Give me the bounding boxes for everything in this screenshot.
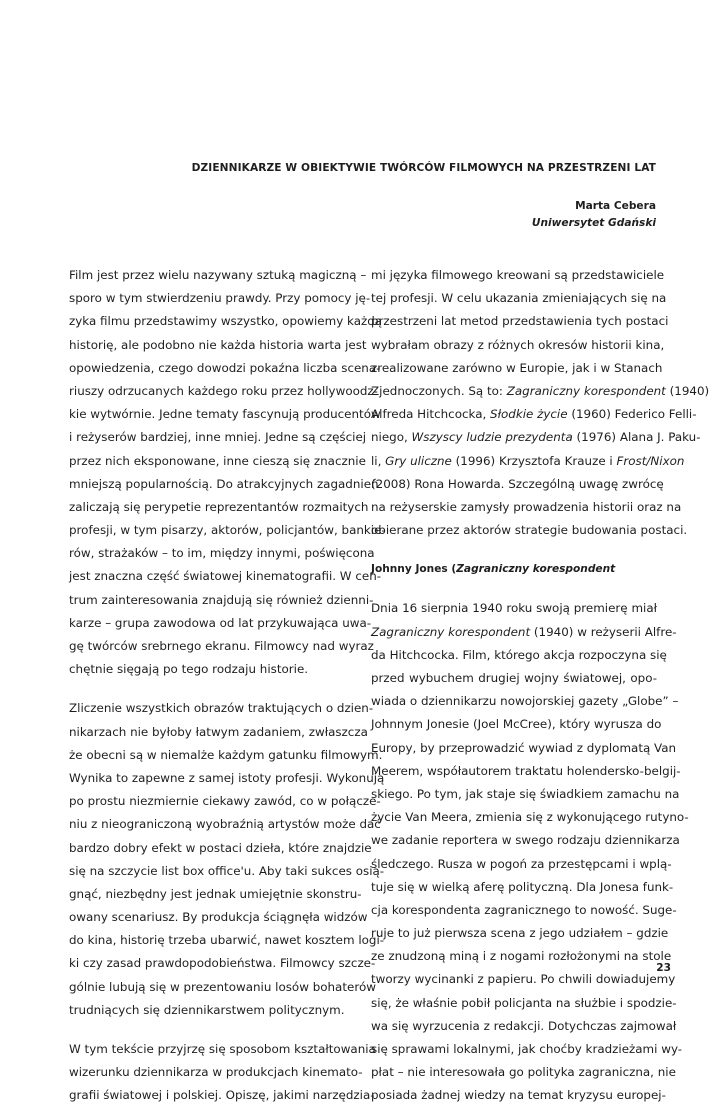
text-span: (1960) Federico Felli- (567, 407, 697, 422)
text-line: we zadanie reportera w swego rodzaju dziennikarza (371, 833, 680, 848)
heading-text: Johnny Jones ( (371, 563, 457, 576)
text-line (371, 426, 701, 449)
text-line: przed wybuchem drugiej wojny światowej, opo- (371, 671, 657, 685)
text-line: riuszy odrzucanych każdego roku przez hollywoodz- (69, 383, 378, 398)
text-line (371, 621, 677, 644)
text-line: zrealizowane zarówno w Europie, jak i w Stanach (371, 360, 663, 375)
paragraph (69, 697, 385, 1022)
text-span: (1996) Krzysztofa Krauze i (451, 453, 617, 468)
text-line: do kina, historię trzeba ubarwić, nawet kosztem logi- (69, 933, 385, 948)
text-line: kie wytwórnie. Jedne tematy fascynują producentów (69, 407, 381, 422)
text-line (371, 403, 697, 426)
text-line: mniejszą popularnością. Do atrakcyjnych zagadnień (69, 476, 379, 491)
text-line: chętnie sięgają po tego rodzaju historie. (69, 662, 309, 677)
text-line: profesji, w tym pisarzy, aktorów, policjantów, bankie- (69, 523, 386, 538)
text-span: (1976) Alana J. Paku- (572, 430, 701, 445)
text-line (371, 450, 685, 473)
text-line: skiego. Po tym, jak staje się świadkiem zamachu na (371, 786, 680, 801)
text-line: opowiedzenia, czego dowodzi pokaźna liczba scena- (69, 360, 381, 375)
text-line: płat – nie interesowała go polityka zagraniczna, nie (371, 1065, 676, 1080)
text-line: Johnnym Jonesie (Joel McCree), który wyrusza do (371, 717, 662, 732)
text-line: po prostu niezmiernie ciekawy zawód, co w połącze- (69, 794, 381, 809)
text-line: nikarzach nie byłoby łatwym zadaniem, zwłaszcza (69, 724, 368, 739)
page-number: 23 (656, 962, 671, 974)
text-line: tworzy wycinanki z papieru. Po chwili dowiadujemy (371, 972, 676, 987)
text-line: śledczego. Rusza w pogoń za przestępcami i wplą- (371, 856, 672, 871)
text-line: da Hitchcocka. Film, którego akcja rozpoczyna się (371, 647, 667, 662)
paragraph-gap (69, 1022, 355, 1038)
text-line: grafii światowej i polskiej. Opiszę, jakimi narzędzia- (69, 1088, 375, 1103)
text-line: historię, ale podobno nie każda historia warta jest (69, 337, 367, 352)
text-line: jest znaczna część światowej kinematografii. W cen- (69, 569, 382, 584)
paragraph (371, 264, 710, 542)
text-line: się, że właśnie pobił policjanta na służbie i spodzie- (371, 995, 677, 1010)
text-line: ruje to już pierwsza scena z jego udziałem – gdzie (371, 926, 669, 941)
author-name: Marta Cebera (575, 200, 656, 212)
text-line: Film jest przez wielu nazywany sztuką magiczną – (69, 268, 367, 282)
heading-film-title: Zagraniczny korespondent (456, 563, 616, 576)
section-heading (371, 558, 657, 581)
text-line: W tym tekście przyjrzę się sposobom kształtowania (69, 1042, 376, 1056)
text-line: przestrzeni lat metod przedstawienia tych postaci (371, 314, 669, 329)
text-line: się na szczycie list box office'u. Aby taki sukces osią- (69, 863, 385, 878)
text-line: Zliczenie wszystkich obrazów traktujących o dzien- (69, 701, 374, 716)
film-title: Wszyscy ludzie prezydenta (411, 430, 573, 445)
text-line: bardzo dobry efekt w postaci dzieła, które znajdzie (69, 840, 372, 855)
film-title: Gry uliczne (385, 453, 452, 468)
text-span: (1940) w reżyserii Alfre- (530, 624, 677, 639)
film-title: Frost/Nixon (616, 453, 685, 468)
text-line: sporo w tym stwierdzeniu prawdy. Przy pomocy ję- (69, 291, 371, 306)
text-line: przez nich eksponowane, inne cieszą się znacznie (69, 453, 366, 468)
text-line: obierane przez aktorów strategie budowania postaci. (371, 523, 688, 538)
text-line: życie Van Meera, zmienia się z wykonującego rutyno- (371, 810, 689, 825)
paragraph-gap (371, 581, 657, 597)
text-line: ki czy zasad prawdopodobieństwa. Filmowcy szcze- (69, 956, 376, 971)
text-line: ze znudzoną miną i z nogami rozłożonymi na stole (371, 949, 672, 964)
film-title: Zagraniczny korespondent (371, 624, 531, 639)
author-affiliation: Uniwersytet Gdański (531, 217, 656, 229)
text-line: gnąć, niezbędny jest jednak umiejętnie skonstru- (69, 886, 362, 901)
text-line: karze – grupa zawodowa od lat przykuwająca uwa- (69, 615, 372, 630)
text-line: zyka filmu przedstawimy wszystko, opowiemy każdą (69, 314, 383, 329)
text-line: Dnia 16 sierpnia 1940 roku swoją premierę miał (371, 601, 657, 616)
text-line: gólnie lubują się w prezentowaniu losów bohaterów (69, 979, 376, 994)
text-line: wizerunku dziennikarza w produkcjach kinemato- (69, 1065, 363, 1080)
film-title: Słodkie życie (490, 407, 568, 422)
text-span: niego, (371, 430, 412, 445)
text-line: (2008) Rona Howarda. Szczególną uwagę zwrócę (371, 476, 664, 491)
paragraph (69, 1038, 376, 1108)
film-title: Zagraniczny korespondent (506, 383, 666, 398)
text-line: Wynika to zapewne z samej istoty profesji. Wykonują (69, 770, 385, 785)
paragraph-gap (371, 542, 657, 558)
text-line: że obecni są w niemalże każdym gatunku filmowym. (69, 747, 383, 762)
text-line: mi języka filmowego kreowani są przedstawiciele (371, 268, 665, 282)
text-span: Zjednoczonych. Są to: (371, 383, 507, 398)
text-line: trudniących się dziennikarstwem politycznym. (69, 1002, 345, 1017)
text-span: li, (371, 453, 386, 468)
text-line: posiada żadnej wiedzy na temat kryzysu europej- (371, 1088, 666, 1103)
text-line: gę twórców srebrnego ekranu. Filmowcy nad wyraz (69, 639, 374, 653)
article-title: DZIENNIKARZE W OBIEKTYWIE TWÓRCÓW FILMOWYCH NA PRZESTRZENI LAT (191, 162, 656, 174)
text-line: cja korespondenta zagranicznego to nowość. Suge- (371, 902, 677, 917)
text-line: się sprawami lokalnymi, jak choćby kradzieżami wy- (371, 1042, 683, 1056)
paragraph (69, 264, 386, 681)
text-line (371, 380, 710, 403)
text-line: tuje się w wielką aferę polityczną. Dla Jonesa funk- (371, 879, 674, 894)
text-line: tej profesji. W celu ukazania zmieniających się na (371, 291, 667, 306)
text-line: trum zainteresowania znajdują się również dzienni- (69, 592, 374, 607)
text-span: (1940) (665, 383, 710, 398)
text-line: wa się wyrzucenia z redakcji. Dotychczas zajmował (371, 1018, 677, 1033)
text-line: wiada o dziennikarzu nowojorskiej gazety „Globe” – (371, 694, 679, 709)
text-line: wybrałam obrazy z różnych okresów historii kina, (371, 337, 665, 352)
text-line: rów, strażaków – to im, między innymi, poświęcona (69, 546, 375, 561)
text-span: Alfreda Hitchcocka, (371, 407, 491, 422)
text-line: na reżyserskie zamysły prowadzenia historii oraz na (371, 499, 682, 514)
text-line: owany scenariusz. By produkcja ściągnęła widzów (69, 910, 368, 925)
text-line: i reżyserów bardziej, inne mniej. Jedne są częściej (69, 430, 367, 445)
text-line: niu z nieograniczoną wyobraźnią artystów może dać (69, 817, 381, 832)
text-line: zaliczają się perypetie reprezentantów rozmaitych (69, 499, 369, 514)
paragraph-gap (69, 681, 355, 697)
text-line: Meerem, współautorem traktatu holendersko-belgij- (371, 763, 681, 778)
left-column (69, 264, 386, 1108)
text-line: Europy, by przeprowadzić wywiad z dyplomatą Van (371, 740, 677, 755)
